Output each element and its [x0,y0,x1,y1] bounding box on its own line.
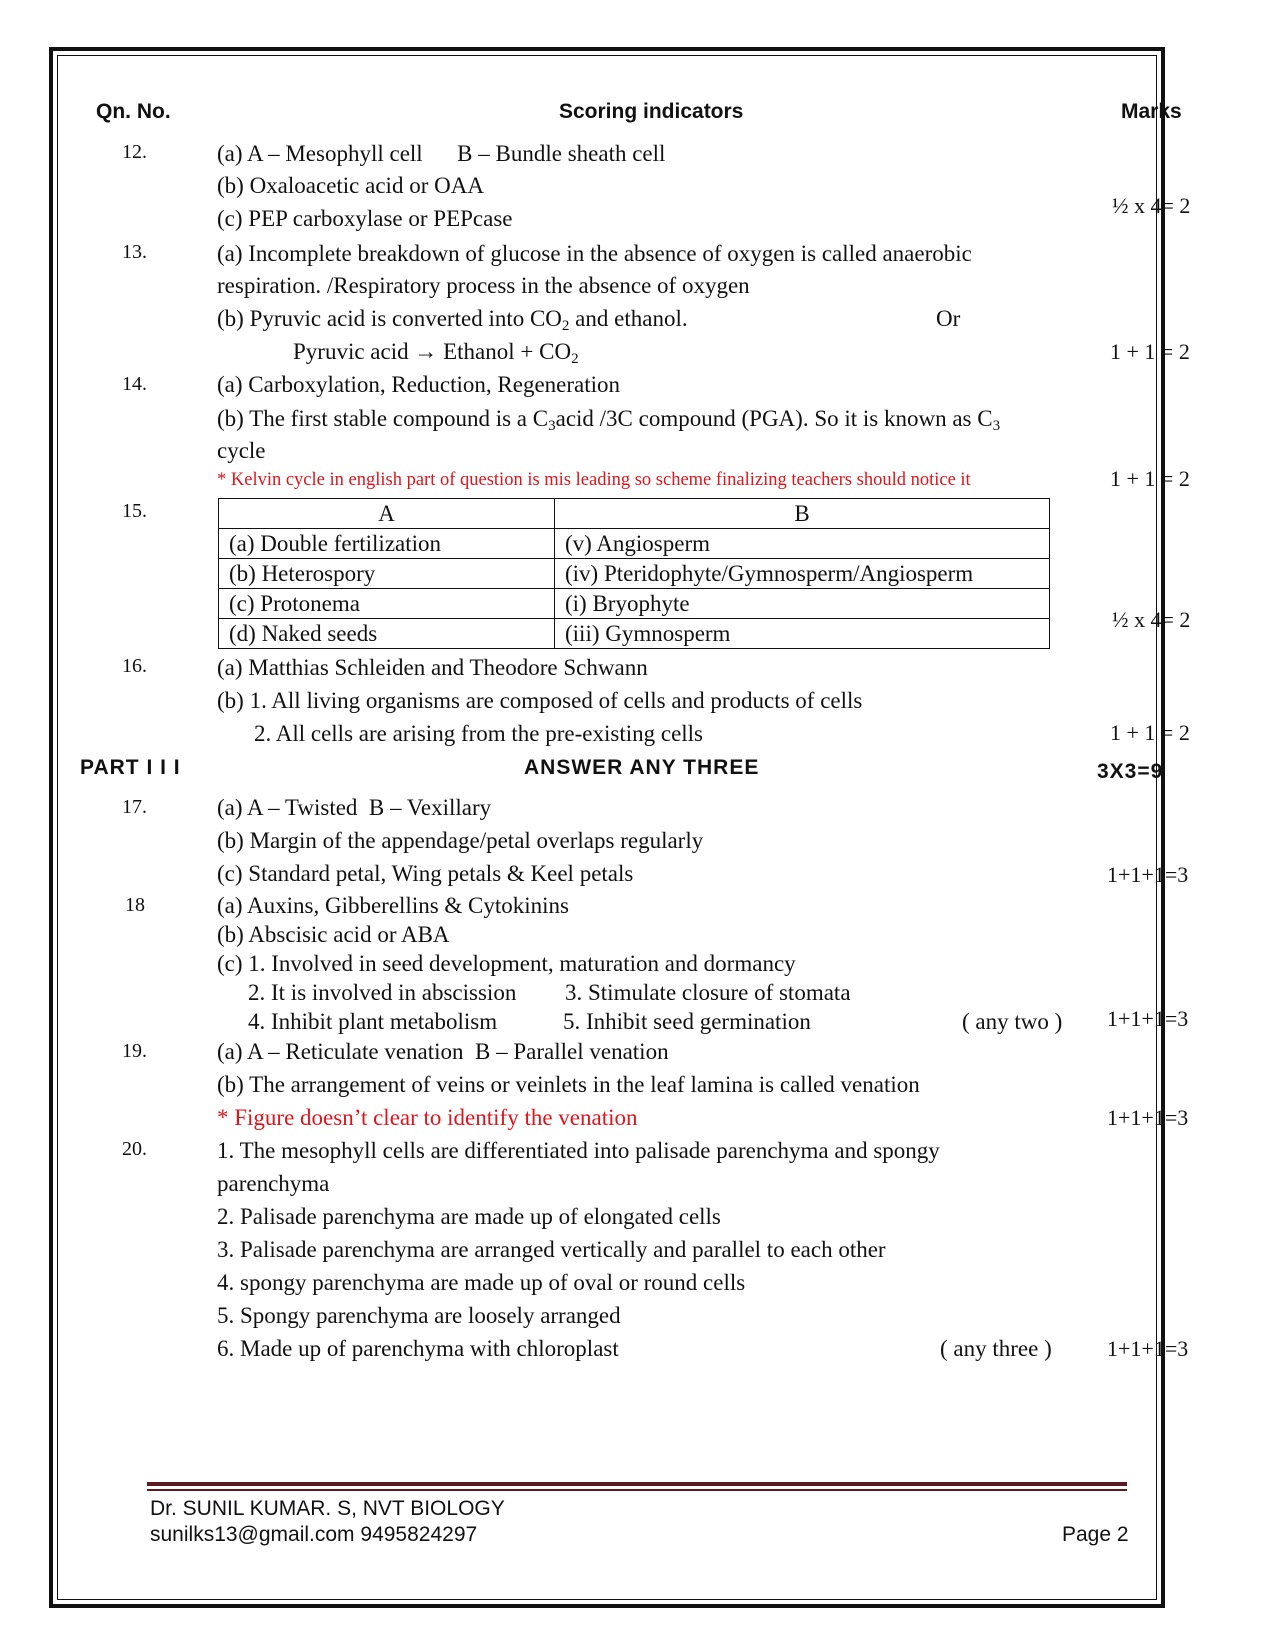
q12-answer-a: (a) A – Mesophyll cell B – Bundle sheath cell [217,141,666,166]
table-row [219,559,1050,589]
header-scoring-indicators: Scoring indicators [559,100,744,123]
footer-contact: sunilks13@gmail.com 9495824297 [150,1523,478,1546]
q14-note: * Kelvin cycle in english part of question is mis leading so scheme finalizing teachers should notice it [217,470,971,490]
q18-answer-c-line1: (c) 1. Involved in seed development, maturation and dormancy [217,951,796,976]
q19-note: * Figure doesn’t clear to identify the venation [217,1105,638,1130]
q12-answer-b: (b) Oxaloacetic acid or OAA [217,173,484,198]
table-row [219,619,1050,649]
q14-answer-a: (a) Carboxylation, Reduction, Regeneration [217,372,621,397]
q16-answer-b-line1: (b) 1. All living organisms are composed of cells and products of cells [217,688,863,713]
table-row [219,529,1050,559]
header-marks: Marks [1121,100,1182,123]
table-cell-b: (iii) Gymnosperm [555,619,1050,649]
table-cell-a: (d) Naked seeds [219,619,555,649]
q20-point-1-line1: 1. The mesophyll cells are differentiated into palisade parenchyma and spongy [217,1138,940,1163]
q13-number: 13. [122,241,147,263]
q18-marks: 1+1+1=3 [1107,1006,1189,1031]
part-three-label: PART I I I [80,756,181,779]
q17-answer-c: (c) Standard petal, Wing petals & Keel petals [217,861,634,886]
q13-equation-subscript: 2 [571,351,579,367]
table-cell-b: (v) Angiosperm [555,529,1050,559]
q20-point-1-line2: parenchyma [217,1171,330,1196]
footer-page-number: Page 2 [1062,1523,1129,1546]
q17-number: 17. [122,796,147,818]
q14-b-text: (b) The first stable compound is a C [217,406,549,431]
q14-number: 14. [122,373,147,395]
q18-answer-c-item3: 3. Stimulate closure of stomata [565,980,851,1005]
footer-divider-thick [147,1482,1127,1486]
q18-number: 18 [125,894,145,916]
q19-answer-b: (b) The arrangement of veins or veinlets in the leaf lamina is called venation [217,1072,920,1097]
q20-point-3: 3. Palisade parenchyma are arranged vertically and parallel to each other [217,1237,886,1262]
q20-point-4: 4. spongy parenchyma are made up of oval or round cells [217,1270,746,1295]
q12-answer-c: (c) PEP carboxylase or PEPcase [217,206,513,231]
q19-number: 19. [122,1040,147,1062]
q14-b-text-mid: acid /3C compound (PGA). So it is known as C [555,406,993,431]
column-b-header: B [555,499,1050,529]
q20-number: 20. [122,1138,147,1160]
q18-answer-c-item2: 2. It is involved in abscission [248,980,517,1005]
table-cell-b: (iv) Pteridophyte/Gymnosperm/Angiosperm [555,559,1050,589]
q16-number: 16. [122,655,147,677]
q12-number: 12. [122,141,147,163]
q14-b-subscript-2: 3 [992,418,1001,434]
table-row [219,589,1050,619]
q15-number: 15. [122,500,147,522]
q19-answer-a: (a) A – Reticulate venation B – Parallel venation [217,1039,669,1064]
q17-answer-b: (b) Margin of the appendage/petal overlaps regularly [217,828,704,853]
q13-equation [293,336,579,368]
q20-point-5: 5. Spongy parenchyma are loosely arranged [217,1303,621,1328]
q20-point-2: 2. Palisade parenchyma are made up of elongated cells [217,1204,721,1229]
q13-answer-a-line2: respiration. /Respiratory process in the absence of oxygen [217,273,750,298]
q13-b-subscript: 2 [561,318,570,334]
q13-b-text: (b) Pyruvic acid is converted into CO [217,306,562,331]
q14-answer-b [217,403,1000,435]
q20-marks: 1+1+1=3 [1107,1336,1189,1361]
q18-answer-a: (a) Auxins, Gibberellins & Cytokinins [217,893,570,918]
q13-equation-text: Pyruvic acid → Ethanol + CO [293,339,572,364]
q16-answer-b-line2: 2. All cells are arising from the pre-existing cells [254,721,704,746]
table-cell-a: (b) Heterospory [219,559,555,589]
q18-answer-c-item5: 5. Inhibit seed germination [563,1009,811,1034]
q17-marks: 1+1+1=3 [1107,862,1189,887]
q13-marks: 1 + 1 = 2 [1110,339,1190,364]
column-a-header: A [219,499,555,529]
part-three-marks: 3X3=9 [1097,760,1164,783]
q14-marks: 1 + 1 = 2 [1110,466,1190,491]
table-cell-a: (c) Protonema [219,589,555,619]
q17-answer-a: (a) A – Twisted B – Vexillary [217,795,492,820]
q14-answer-b-line2: cycle [217,438,266,463]
q12-marks: ½ x 4= 2 [1112,193,1191,218]
table-cell-a: (a) Double fertilization [219,529,555,559]
q20-any-three: ( any three ) [940,1336,1052,1361]
q18-answer-b: (b) Abscisic acid or ABA [217,922,450,947]
footer-author: Dr. SUNIL KUMAR. S, NVT BIOLOGY [150,1497,505,1520]
q18-answer-c-item4: 4. Inhibit plant metabolism [248,1009,498,1034]
table-header-row [219,499,1050,529]
table-cell-b: (i) Bryophyte [555,589,1050,619]
q20-point-6: 6. Made up of parenchyma with chloroplast [217,1336,619,1361]
q15-marks: ½ x 4= 2 [1112,607,1191,632]
part-three-title: ANSWER ANY THREE [524,756,760,779]
q16-answer-a: (a) Matthias Schleiden and Theodore Schwann [217,655,648,680]
q16-marks: 1 + 1 = 2 [1110,720,1190,745]
footer-divider-thin [147,1489,1127,1491]
q13-or: Or [936,306,961,331]
q19-marks: 1+1+1=3 [1107,1105,1189,1130]
header-qn-no: Qn. No. [96,100,171,123]
q13-answer-a-line1: (a) Incomplete breakdown of glucose in the absence of oxygen is called anaerobic [217,241,972,266]
q13-b-text-end: and ethanol. [569,306,688,331]
q18-any-two: ( any two ) [962,1009,1063,1034]
q13-answer-b [217,303,688,335]
q14-b-subscript-1: 3 [548,418,556,434]
q15-match-table [218,498,1050,649]
